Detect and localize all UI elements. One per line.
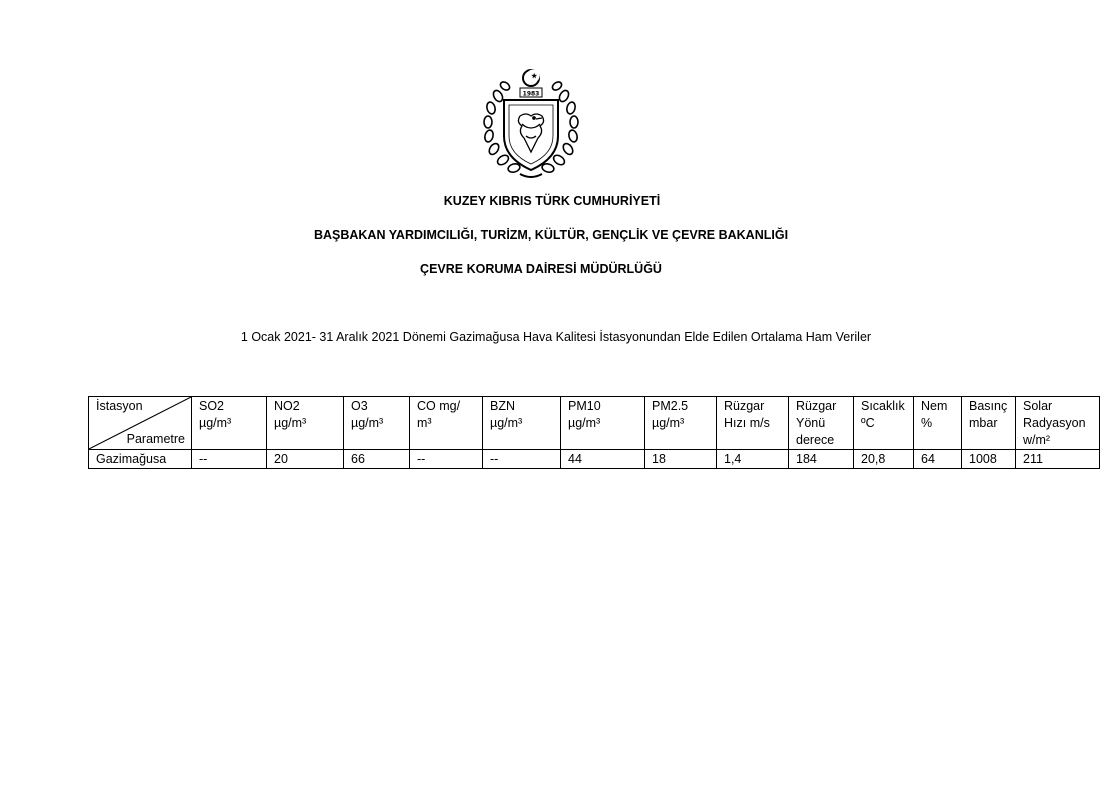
column-header-line: w/m² (1023, 433, 1051, 447)
column-header-8 (789, 397, 854, 450)
column-header-line: Rüzgar (796, 399, 837, 413)
column-header-line: derece (796, 433, 835, 447)
column-header-1 (267, 397, 344, 450)
table-cell-6: 18 (645, 450, 717, 469)
station-name-cell: Gazimağusa (89, 450, 192, 469)
table-cell-4: -- (483, 450, 561, 469)
column-header-7 (717, 397, 789, 450)
column-header-line: Nem (921, 399, 948, 413)
table-cell-11: 1008 (962, 450, 1016, 469)
table-cell-7: 1,4 (717, 450, 789, 469)
corner-header-cell (89, 397, 192, 450)
column-header-line: µg/m³ (199, 416, 232, 430)
republic-title: KUZEY KIBRIS TÜRK CUMHURİYETİ (443, 194, 661, 208)
ministry-title: BAŞBAKAN YARDIMCILIĞI, TURİZM, KÜLTÜR, GENÇLİK VE ÇEVRE BAKANLIĞI (313, 228, 789, 242)
table-cell-9: 20,8 (854, 450, 914, 469)
column-header-line: PM2.5 (652, 399, 689, 413)
report-subtitle: 1 Ocak 2021- 31 Aralık 2021 Dönemi Gazimağusa Hava Kalitesi İstasyonundan Elde Edilen Ortalama Ham Veriler (240, 330, 872, 344)
table-cell-12: 211 (1016, 450, 1100, 469)
column-header-12 (1016, 397, 1100, 450)
station-header: İstasyon (96, 399, 143, 413)
column-header-line: Yönü (796, 416, 826, 430)
column-header-4 (483, 397, 561, 450)
table-cell-5: 44 (561, 450, 645, 469)
table-cell-2: 66 (344, 450, 410, 469)
column-header-line: m³ (417, 416, 432, 430)
column-header-line: ºC (861, 416, 875, 430)
column-header-3 (410, 397, 483, 450)
column-header-line: µg/m³ (490, 416, 523, 430)
column-header-line: µg/m³ (351, 416, 384, 430)
table-cell-1: 20 (267, 450, 344, 469)
column-header-line: CO mg/ (417, 399, 461, 413)
column-header-line: mbar (969, 416, 998, 430)
table-cell-3: -- (410, 450, 483, 469)
column-header-line: Hızı m/s (724, 416, 770, 430)
emblem-year: 1983 (522, 90, 540, 98)
column-header-6 (645, 397, 717, 450)
column-header-line: µg/m³ (652, 416, 685, 430)
column-header-5 (561, 397, 645, 450)
column-header-line: O3 (351, 399, 368, 413)
column-header-line: % (921, 416, 933, 430)
column-header-line: Solar (1023, 399, 1053, 413)
state-emblem-icon (476, 66, 586, 182)
column-header-line: Rüzgar (724, 399, 765, 413)
column-header-line: SO2 (199, 399, 225, 413)
column-header-line: µg/m³ (568, 416, 601, 430)
air-quality-table (88, 396, 1100, 469)
column-header-0 (192, 397, 267, 450)
column-header-line: Sıcaklık (861, 399, 905, 413)
column-header-10 (914, 397, 962, 450)
column-header-line: BZN (490, 399, 515, 413)
column-header-9 (854, 397, 914, 450)
column-header-line: NO2 (274, 399, 300, 413)
table-cell-8: 184 (789, 450, 854, 469)
crescent-star-icon (523, 70, 540, 87)
column-header-11 (962, 397, 1016, 450)
column-header-line: Radyasyon (1023, 416, 1086, 430)
column-header-2 (344, 397, 410, 450)
table-cell-10: 64 (914, 450, 962, 469)
department-title: ÇEVRE KORUMA DAİRESİ MÜDÜRLÜĞÜ (420, 262, 662, 276)
column-header-line: PM10 (568, 399, 601, 413)
column-header-line: Basınç (969, 399, 1008, 413)
table-cell-0: -- (192, 450, 267, 469)
table-header-row (89, 397, 1100, 450)
table-row (89, 450, 1100, 469)
column-header-line: µg/m³ (274, 416, 307, 430)
parameter-header: Parametre (126, 432, 185, 446)
